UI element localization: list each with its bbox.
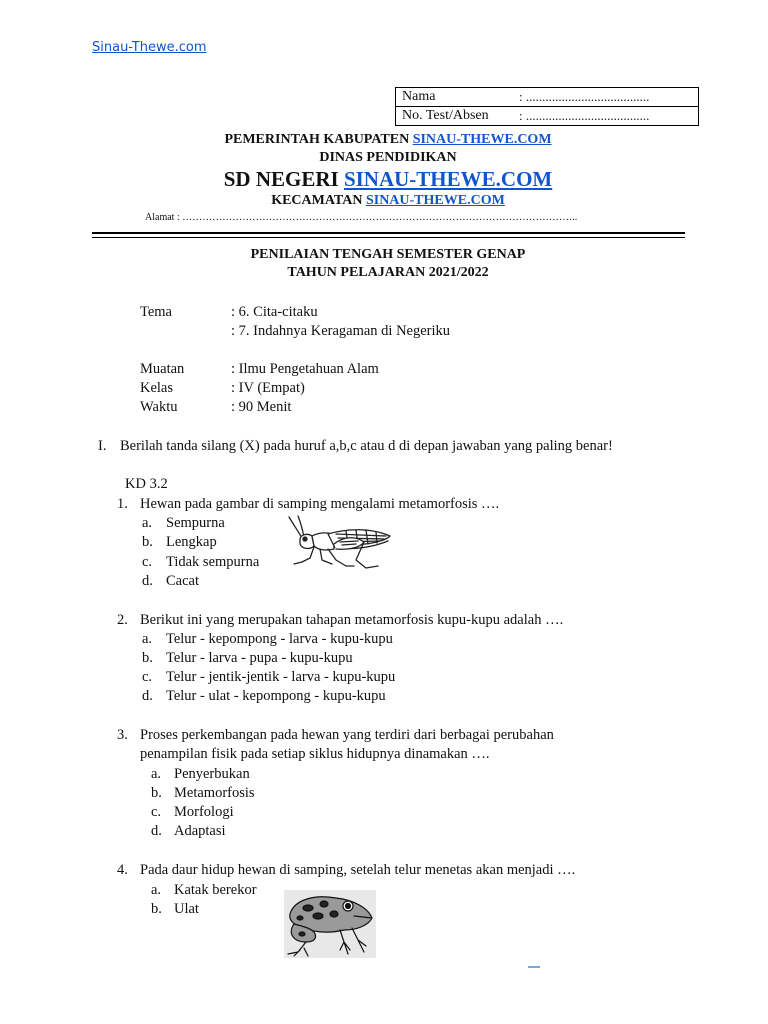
question-text: Berikut ini yang merupakan tahapan metamorfosis kupu-kupu adalah …. — [140, 612, 564, 628]
option-letter[interactable]: a. — [142, 631, 153, 647]
address-line: Alamat : ……………………………………………………………………………………………………….. — [145, 212, 578, 223]
header-government-text: PEMERINTAH KABUPATEN — [224, 132, 413, 147]
meta-value: : 90 Menit — [231, 399, 292, 415]
option-text: Penyerbukan — [174, 766, 250, 782]
header-district-link[interactable]: SINAU-THEWE.COM — [365, 193, 505, 208]
option-letter[interactable]: b. — [142, 650, 153, 666]
option-letter[interactable]: b. — [142, 534, 153, 550]
name-value[interactable]: : ...................................... — [519, 89, 650, 104]
option-letter[interactable]: d. — [142, 688, 153, 704]
option-letter[interactable]: d. — [151, 823, 162, 839]
option-letter[interactable]: a. — [151, 882, 162, 898]
option-text: Cacat — [166, 573, 200, 589]
option-text: Sempurna — [166, 515, 225, 531]
meta-row-tema — [140, 304, 540, 324]
header-district — [92, 193, 684, 209]
header-district-text: KECAMATAN — [271, 193, 366, 208]
meta-row-muatan — [140, 361, 540, 381]
question-text: Proses perkembangan pada hewan yang terdiri dari berbagai perubahan — [140, 727, 554, 743]
question-text: Hewan pada gambar di samping mengalami metamorfosis …. — [140, 496, 500, 512]
header-government — [92, 132, 684, 148]
meta-value: : IV (Empat) — [231, 380, 305, 396]
meta-value: : 7. Indahnya Keragaman di Negeriku — [231, 323, 451, 339]
header-government-link[interactable]: SINAU-THEWE.COM — [412, 132, 552, 147]
question-text-line-2: penampilan fisik pada setiap siklus hidupnya dinamakan …. — [140, 746, 490, 762]
meta-key: Muatan — [140, 361, 185, 377]
header-school — [92, 167, 684, 192]
question-text: Pada daur hidup hewan di samping, setelah telur menetas akan menjadi …. — [140, 862, 576, 878]
question-number: 2. — [117, 612, 128, 628]
meta-row-kelas — [140, 380, 540, 400]
name-row — [396, 88, 698, 107]
test-number-label: No. Test/Absen — [402, 108, 489, 123]
question-number: 4. — [117, 862, 128, 878]
header-department: DINAS PENDIDIKAN — [319, 150, 457, 165]
frog-illustration — [284, 890, 376, 958]
option-text: Katak berekor — [174, 882, 257, 898]
option-text: Tidak sempurna — [166, 554, 260, 570]
exam-title: PENILAIAN TENGAH SEMESTER GENAP — [250, 247, 526, 262]
option-text: Telur - ulat - kepompong - kupu-kupu — [166, 688, 386, 704]
question-number: 3. — [117, 727, 128, 743]
option-letter[interactable]: b. — [151, 785, 162, 801]
option-letter[interactable]: c. — [142, 669, 153, 685]
exam-year: TAHUN PELAJARAN 2021/2022 — [287, 265, 489, 280]
header-school-text: SD NEGERI — [223, 167, 344, 191]
option-letter[interactable]: d. — [142, 573, 153, 589]
test-number-value[interactable]: : ...................................... — [519, 108, 650, 123]
header-divider-thin — [92, 237, 685, 238]
page-footer-mark — [528, 966, 540, 968]
meta-value: : 6. Cita-citaku — [231, 304, 318, 320]
kd-label: KD 3.2 — [125, 476, 168, 492]
question-number: 1. — [117, 496, 128, 512]
meta-key: Tema — [140, 304, 172, 320]
option-letter[interactable]: a. — [151, 766, 162, 782]
meta-key: Waktu — [140, 399, 178, 415]
option-text: Telur - larva - pupa - kupu-kupu — [166, 650, 353, 666]
name-label: Nama — [402, 89, 436, 104]
section-instruction: Berilah tanda silang (X) pada huruf a,b,c atau d di depan jawaban yang paling benar! — [120, 438, 613, 454]
option-text: Telur - jentik-jentik - larva - kupu-kupu — [166, 669, 396, 685]
option-text: Ulat — [174, 901, 199, 917]
option-text: Telur - kepompong - larva - kupu-kupu — [166, 631, 393, 647]
student-id-box — [395, 87, 699, 126]
header-school-link[interactable]: SINAU-THEWE.COM — [343, 167, 553, 191]
option-letter[interactable]: c. — [151, 804, 162, 820]
option-letter[interactable]: a. — [142, 515, 153, 531]
test-number-row — [396, 107, 698, 125]
site-link[interactable]: Sinau-Thewe.com — [92, 40, 207, 55]
meta-row-waktu — [140, 399, 540, 419]
header-divider-thick — [92, 232, 685, 234]
option-text: Adaptasi — [174, 823, 226, 839]
meta-value: : Ilmu Pengetahuan Alam — [231, 361, 379, 377]
option-text: Metamorfosis — [174, 785, 255, 801]
option-letter[interactable]: b. — [151, 901, 162, 917]
option-text: Lengkap — [166, 534, 217, 550]
section-number: I. — [98, 438, 107, 454]
option-letter[interactable]: c. — [142, 554, 153, 570]
grasshopper-illustration — [288, 514, 394, 578]
option-text: Morfologi — [174, 804, 234, 820]
meta-key: Kelas — [140, 380, 174, 396]
meta-row-tema-2 — [140, 323, 540, 343]
